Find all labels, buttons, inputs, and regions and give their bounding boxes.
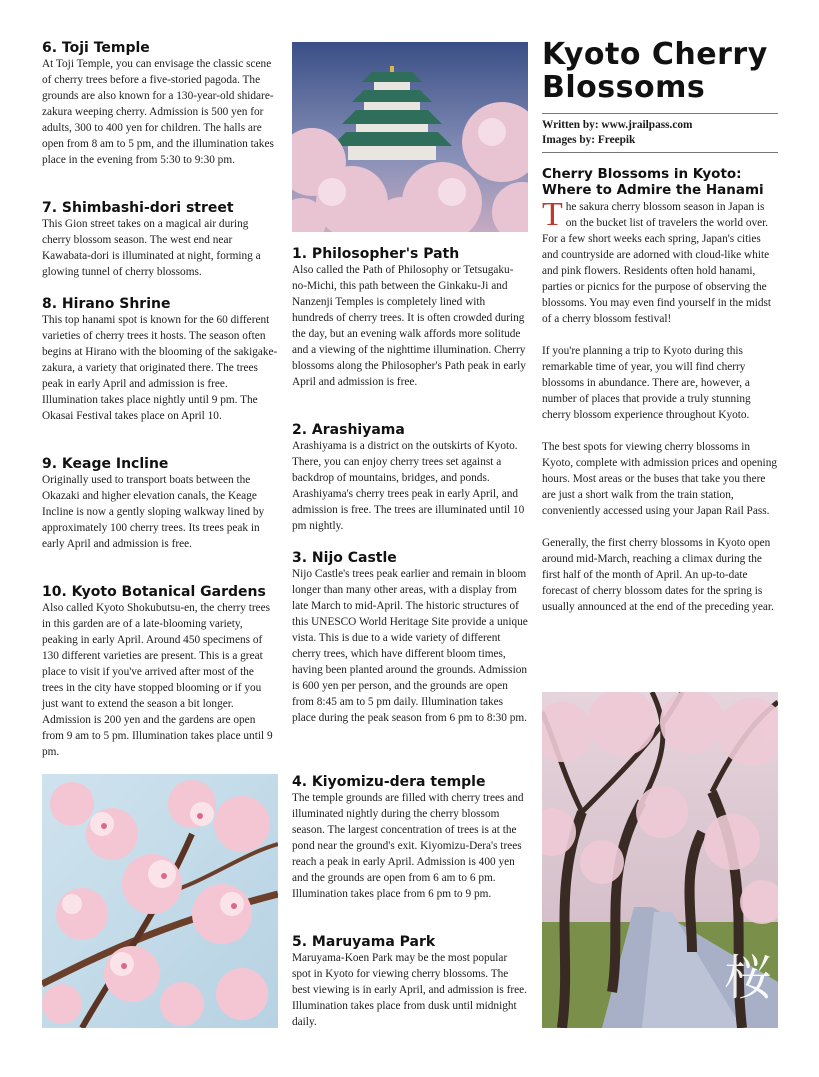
- section-nijo-castle: [292, 550, 528, 726]
- sakura-kanji: 桜: [723, 950, 772, 1006]
- drop-cap: T: [542, 196, 563, 233]
- divider: [542, 152, 778, 153]
- section-arashiyama: [292, 422, 528, 534]
- section-body: Also called Kyoto Shokubutsu-en, the cherry trees in this garden are of a late-blooming variety, peaking in early April. Around 450 specimens of 130 different varieties are present. This is a great place to visit if you've arrived after most of the trees in the city have stopped blooming or if you just want to extend the season a bit longer. Admission is 200 yen and the gardens are open from 9 am to 5 pm. Illumination takes place until 9 pm.: [42, 602, 273, 758]
- section-hirano-shrine: [42, 296, 278, 424]
- cherry-tree-path-photo: [542, 692, 778, 1028]
- section-title: 7. Shimbashi-dori street: [42, 200, 234, 216]
- section-body: The temple grounds are filled with cherry trees and illuminated nightly during the cherry blossom season. The largest concentration of trees is at the pond near the ground's exit. Kiyomizu-Dera's trees reach a peak in early April. Admission is 400 yen and the grounds are open from 6 am to 6 pm. Illumination takes place from 6 pm to 9 pm.: [292, 792, 524, 900]
- section-body: At Toji Temple, you can envisage the classic scene of cherry trees before a five-storied pagoda. The grounds are also known for a 130-year-old shidare-zakura weeping cherry. Admission is 500 yen for adults, 300 to 400 yen for children. The halls are open from 8 am to 5 pm, and the illumination takes place in the evening from 5:30 to 9:30 pm.: [42, 58, 274, 166]
- intro-paragraph-4: Generally, the first cherry blossoms in Kyoto open around mid-March, reaching a climax during the first half of the month of April. An up-to-date forecast of cherry blossom dates for the spring is usually announced at the end of the preceding year.: [542, 537, 774, 613]
- intro-paragraph-2: If you're planning a trip to Kyoto during this remarkable time of year, you will find cherry blossoms in abundance. There are, however, a number of places that provide a truly stunning cherry blossom experience throughout Kyoto.: [542, 345, 751, 421]
- section-title: 10. Kyoto Botanical Gardens: [42, 584, 266, 600]
- title-line-2: Blossoms: [542, 70, 706, 105]
- author-credit: Written by: www.jrailpass.com: [542, 119, 693, 131]
- section-title: 8. Hirano Shrine: [42, 296, 171, 312]
- section-title: 2. Arashiyama: [292, 422, 405, 438]
- section-title: 3. Nijo Castle: [292, 550, 397, 566]
- section-body: Originally used to transport boats between the Okazaki and higher elevation canals, the Keage Incline is now a gently sloping walkway lined by approximately 100 cherry trees. Its trees peak in early April and admission is free.: [42, 474, 265, 550]
- section-toji-temple: [42, 40, 278, 168]
- section-body: Maruyama-Koen Park may be the most popular spot in Kyoto for viewing cherry blossoms. The best viewing is in early April, and admission is free. Illumination takes place from dusk until midnight daily.: [292, 952, 527, 1028]
- intro-body: [542, 196, 778, 615]
- section-body: Arashiyama is a district on the outskirts of Kyoto. There, you can enjoy cherry trees set against a backdrop of mountains, bridges, and ponds. Arashiyama's cherry trees peak in early April, and admission is free. The trees are illuminated until 10 pm nightly.: [292, 440, 525, 532]
- section-body: This Gion street takes on a magical air during cherry blossom season. The west end near Kawabata-dori is illuminated at night, forming a glowing tunnel of cherry blossoms.: [42, 218, 261, 278]
- section-body: Nijo Castle's trees peak earlier and remain in bloom longer than many other areas, with a display from late March to mid-April. The historic structures of this UNESCO World Heritage Site provide a unique vista. This is due to a wide variety of different cherry trees, which have different bloom times, having been planted around the grounds. Admission is 600 yen per person, and the grounds are open from 8:45 am to 5 pm daily. Illumination takes place during the peak season from 6 pm to 8:30 pm.: [292, 568, 528, 724]
- image-credit: Images by: Freepik: [542, 134, 636, 146]
- section-body: Also called the Path of Philosophy or Tetsugaku-no-Michi, this path between the Ginkaku-Ji and Nanzenji Temples is completely lined with hundreds of cherry trees. It is often crowded during the day, but an evening walk affords more solitude and a viewing of the nighttime illumination. Cherry blossoms along the Philosopher's Path peak in early April and admission is free.: [292, 264, 526, 388]
- intro-heading: Cherry Blossoms in Kyoto: Where to Admire the Hanami: [542, 166, 764, 198]
- page-title: [542, 38, 778, 104]
- section-title: 6. Toji Temple: [42, 40, 150, 56]
- castle-cherry-blossom-photo: [292, 42, 528, 232]
- section-botanical-gardens: [42, 584, 278, 760]
- section-kiyomizu-dera: [292, 774, 528, 902]
- intro-paragraph-3: The best spots for viewing cherry blossoms in Kyoto, complete with admission prices and opening hours. Most areas or the buses that take you there are just a short walk from the train station, conveniently accessed using your Japan Rail Pass.: [542, 441, 777, 517]
- section-title: 5. Maruyama Park: [292, 934, 436, 950]
- section-maruyama-park: [292, 934, 528, 1030]
- section-shimbashi-dori: [42, 200, 278, 280]
- intro-paragraph-1: The sakura cherry blossom season in Japan is on the bucket list of travelers the world over. For a few short weeks each spring, Japan's cities and countryside are adorned with cloud-like white and pink flowers. Residents often hold hanami, parties or picnics for the purpose of observing the blossoms. You may even find yourself in the midst of a cherry blossom festival!: [542, 196, 772, 325]
- divider: [542, 113, 778, 114]
- section-title: 4. Kiyomizu-dera temple: [292, 774, 486, 790]
- section-keage-incline: [42, 456, 278, 552]
- section-title: 9. Keage Incline: [42, 456, 169, 472]
- section-body: This top hanami spot is known for the 60 different varieties of cherry trees it hosts. The season often begins at Hirano with the blooming of the sakigake-zakura, a variety that originated there. The trees peak in early April and admission is free. Illumination takes place nightly until 9 pm. The Okasai Festival takes place on April 10.: [42, 314, 278, 422]
- section-title: 1. Philosopher's Path: [292, 246, 460, 262]
- title-line-1: Kyoto Cherry: [542, 37, 768, 72]
- cherry-blossom-closeup-photo: [42, 774, 278, 1028]
- section-philosophers-path: [292, 246, 528, 390]
